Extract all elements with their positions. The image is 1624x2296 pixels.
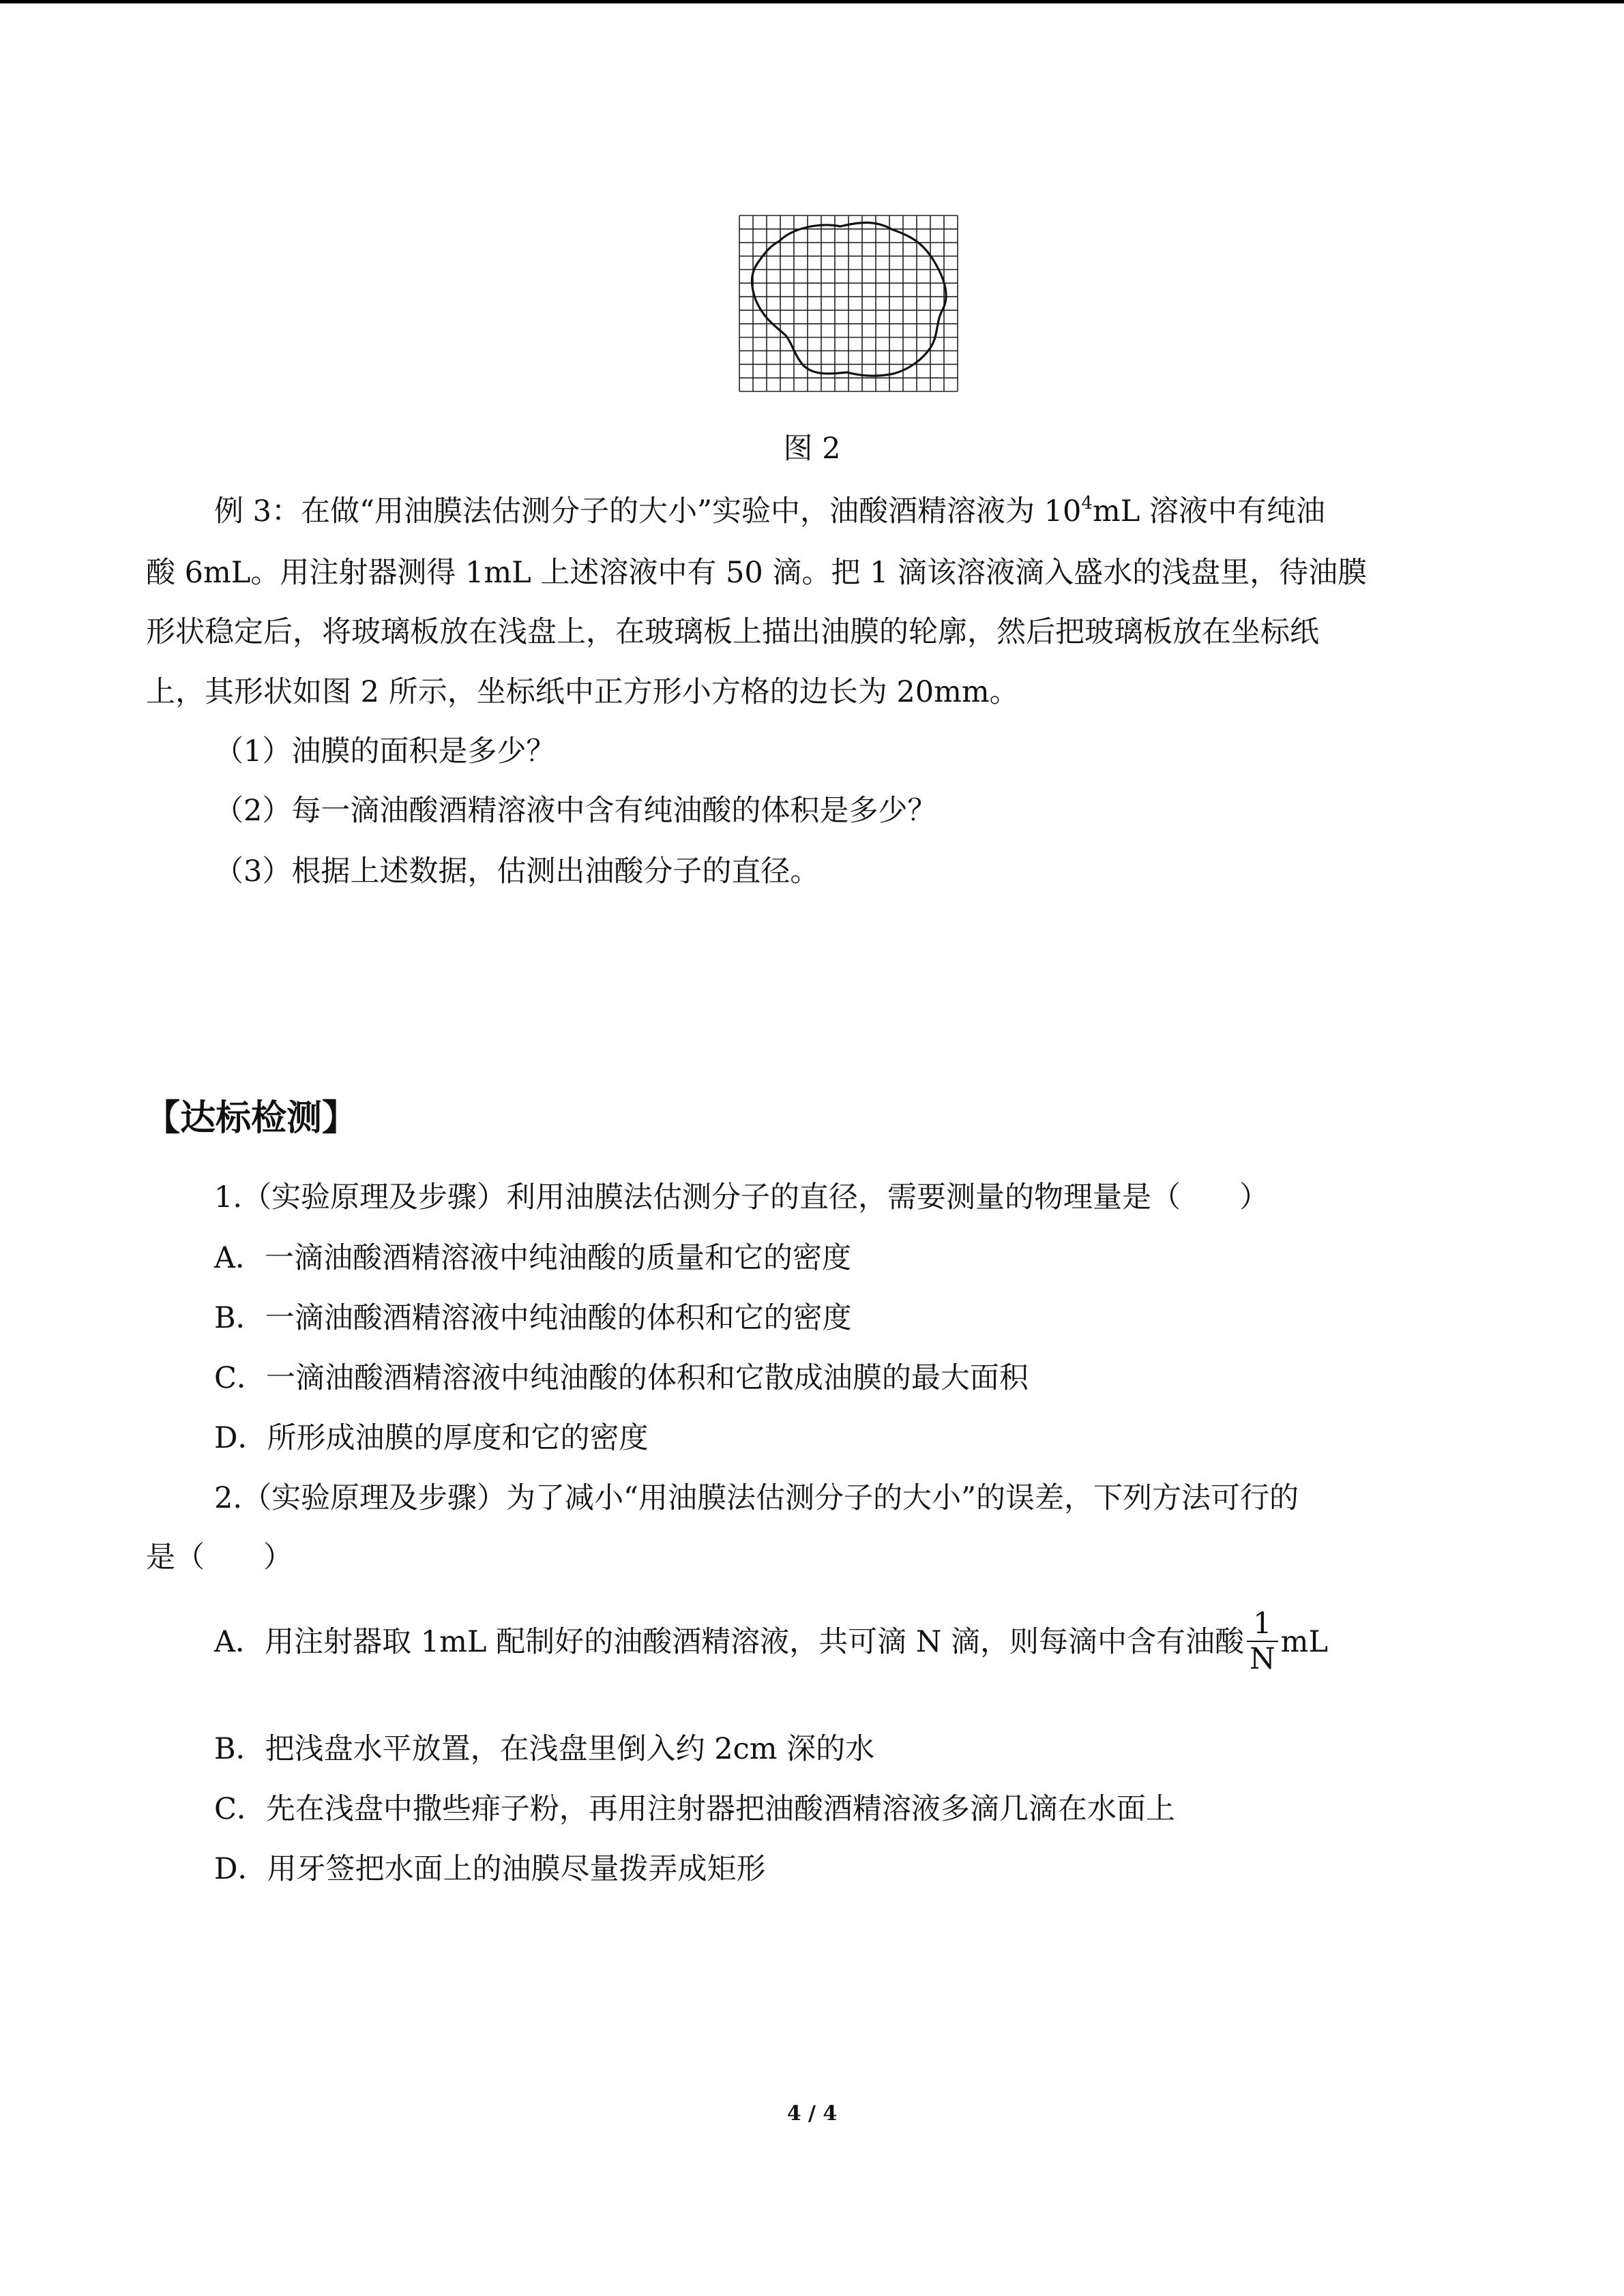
question2-option-a-text: A．用注射器取 1mL 配制好的油酸酒精溶液，共可滴 N 滴，则每滴中含有油酸 bbox=[214, 1625, 1245, 1659]
question1-option-c: C．一滴油酸酒精溶液中纯油酸的体积和它散成油膜的最大面积 bbox=[214, 1361, 1029, 1395]
question2-option-b: B．把浅盘水平放置，在浅盘里倒入约 2cm 深的水 bbox=[214, 1732, 875, 1766]
question1-option-b: B．一滴油酸酒精溶液中纯油酸的体积和它的密度 bbox=[214, 1301, 852, 1335]
fraction-numerator: 1 bbox=[1247, 1607, 1278, 1642]
fraction-one-over-n bbox=[1247, 1607, 1278, 1676]
grid-svg bbox=[738, 214, 959, 393]
question1-option-a: A．一滴油酸酒精溶液中纯油酸的质量和它的密度 bbox=[214, 1241, 852, 1275]
question2-option-c: C．先在浅盘中撒些痱子粉，再用注射器把油酸酒精溶液多滴几滴在水面上 bbox=[214, 1792, 1175, 1826]
fraction-denominator: N bbox=[1250, 1642, 1275, 1676]
question2-stem-line1: 2.（实验原理及步骤）为了减小“用油膜法估测分子的大小”的误差，下列方法可行的 bbox=[214, 1481, 1299, 1515]
example3-question1: （1）油膜的面积是多少？ bbox=[214, 734, 556, 769]
question2-option-a-unit: mL bbox=[1280, 1625, 1329, 1659]
question2-option-a bbox=[214, 1608, 1328, 1679]
figure-caption: 图 2 bbox=[783, 432, 841, 466]
example3-line1 bbox=[214, 491, 1325, 536]
section-title: 【达标检测】 bbox=[145, 1098, 358, 1139]
example3-line3: 形状稳定后，将玻璃板放在浅盘上，在玻璃板上描出油膜的轮廓，然后把玻璃板放在坐标纸 bbox=[146, 615, 1319, 649]
question1-option-d: D．所形成油膜的厚度和它的密度 bbox=[214, 1421, 649, 1455]
question2-stem-line2: 是（ ） bbox=[146, 1540, 293, 1575]
example3-question3: （3）根据上述数据，估测出油酸分子的直径。 bbox=[214, 854, 820, 889]
question2-option-d: D．用牙签把水面上的油膜尽量拨弄成矩形 bbox=[214, 1852, 766, 1886]
example3-line1-b: mL 溶液中有纯油 bbox=[1092, 494, 1325, 528]
example3-line1-superscript: 4 bbox=[1081, 493, 1093, 513]
example3-line4: 上，其形状如图 2 所示，坐标纸中正方形小方格的边长为 20mm。 bbox=[146, 675, 1019, 709]
page-number: 4 / 4 bbox=[786, 2102, 838, 2126]
example3-question2: （2）每一滴油酸酒精溶液中含有纯油酸的体积是多少？ bbox=[214, 794, 937, 828]
question1-stem: 1.（实验原理及步骤）利用油膜法估测分子的直径，需要测量的物理量是（ ） bbox=[214, 1180, 1269, 1214]
example3-line1-a: 例 3：在做“用油膜法估测分子的大小”实验中，油酸酒精溶液为 10 bbox=[214, 494, 1082, 528]
example3-line2: 酸 6mL。用注射器测得 1mL 上述溶液中有 50 滴。把 1 滴该溶液滴入盛水的浅盘里，待油膜 bbox=[146, 556, 1368, 590]
top-rule bbox=[0, 0, 1624, 3]
oil-film-grid-figure bbox=[738, 214, 959, 393]
